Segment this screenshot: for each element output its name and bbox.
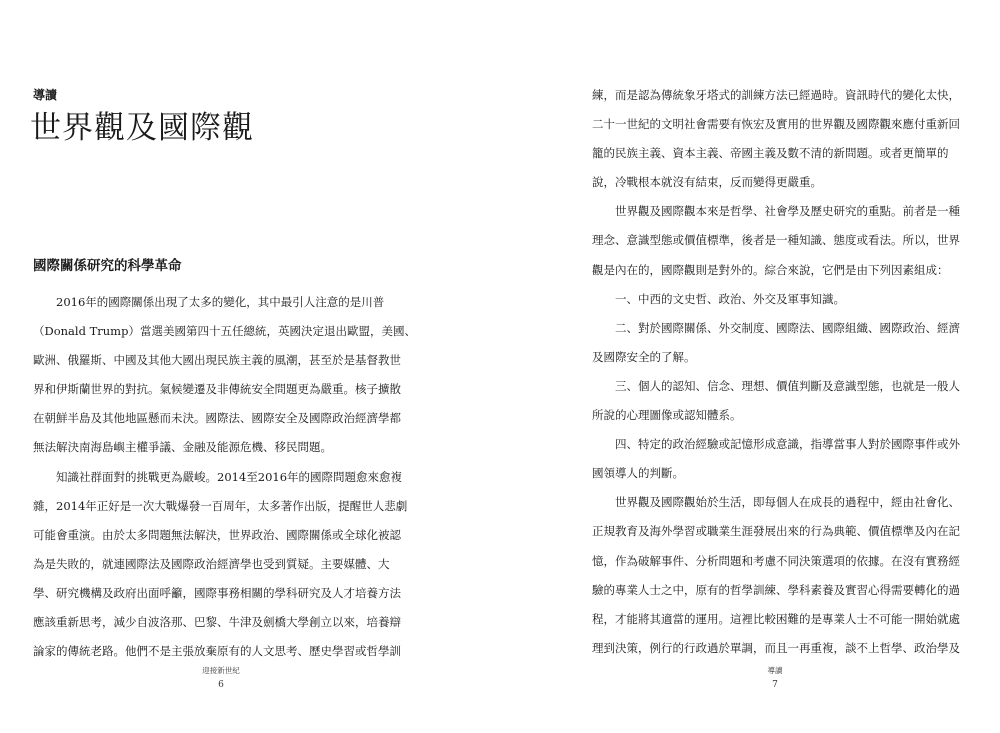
left-body-text [33,288,419,666]
text-line: 在朝鮮半島及其他地區懸而未決。國際法、國際安全及國際政治經濟學都 [33,411,401,426]
text-line: 界和伊斯蘭世界的對抗。氣候變遷及非傳統安全問題更為嚴重。核子擴散 [33,382,401,397]
page-number: 7 [772,680,778,690]
text-line: 理念、意識型態或價值標準，後者是一種知識、態度或看法。所以，世界 [592,233,960,248]
page-number: 6 [218,680,224,690]
text-line: 國領導人的判斷。 [592,466,684,481]
text-line: 驗的專業人士之中，原有的哲學訓練、學科素養及實習心得需要轉化的過 [592,582,960,597]
text-line: 及國際安全的了解。 [592,349,696,364]
running-footer: 迎接新世紀 [202,666,240,675]
text-line: 四、特定的政治經驗或記憶形成意識，指導當事人對於國際事件或外 [592,437,960,452]
chapter-title: 世界觀及國際觀 [30,110,254,146]
text-line: 2016年的國際關係出現了太多的變化，其中最引人注意的是川普 [33,295,385,309]
text-line: 應該重新思考，減少自波洛那、巴黎、牛津及劍橋大學創立以來，培養辯 [33,615,401,630]
text-line: 觀是內在的，國際觀則是對外的。綜合來說，它們是由下列因素組成： [592,262,949,277]
text-line: 說，冷戰根本就沒有結束，反而變得更嚴重。 [592,175,822,190]
text-line: 理到決策，例行的行政過於單調，而且一再重複，談不上哲學、政治學及 [592,640,960,655]
right-body-text [592,81,987,663]
text-line: 世界觀及國際觀本來是哲學、社會學及歷史研究的重點。前者是一種 [592,204,960,219]
text-line: 雜，2014年正好是一次大戰爆發一百周年，太多著作出版，提醒世人悲劇 [33,498,408,513]
text-line: 二、對於國際關係、外交制度、國際法、國際組織、國際政治、經濟 [592,320,960,335]
text-line: 正規教育及海外學習或職業生涯發展出來的行為典範、價值標準及內在記 [592,524,960,539]
text-line: 三、個人的認知、信念、理想、價值判斷及意識型態，也就是一般人 [592,378,960,393]
right-page [500,0,1000,733]
text-line: 練，而是認為傳統象牙塔式的訓練方法已經過時。資訊時代的變化太快， [592,88,960,102]
text-line: 世界觀及國際觀始於生活，即每個人在成長的過程中，經由社會化、 [592,495,960,510]
section-heading: 國際關係研究的科學革命 [33,258,182,274]
text-line: 程，才能將其適當的運用。這裡比較困難的是專業人士不可能一開始就處 [592,611,960,626]
chapter-kicker: 導讀 [33,88,58,102]
text-line: 無法解決南海島嶼主權爭議、金融及能源危機、移民問題。 [33,440,332,455]
text-line: 論家的傳統老路。他們不是主張放棄原有的人文思考、歷史學習或哲學訓 [33,644,401,659]
text-line: 二十一世紀的文明社會需要有恢宏及實用的世界觀及國際觀來應付重新回 [592,117,960,132]
text-line: 憶，作為破解事件、分析問題和考慮不同決策選項的依據。在沒有實務經 [592,553,960,568]
text-line: （Donald Trump）當選美國第四十五任總統，英國決定退出歐盟，美國、 [33,324,416,339]
text-line: 可能會重演。由於太多問題無法解決，世界政治、國際關係或全球化被認 [33,527,401,542]
text-line: 一、中西的文史哲、政治、外交及軍事知識。 [592,291,845,306]
text-line: 知識社群面對的挑戰更為嚴峻。2014至2016年的國際問題愈來愈複 [33,469,403,484]
text-line: 籠的民族主義、資本主義、帝國主義及數不清的新問題。或者更簡單的 [592,146,949,161]
text-line: 歐洲、俄羅斯、中國及其他大國出現民族主義的風潮，甚至於是基督教世 [33,353,401,368]
text-line: 學、研究機構及政府出面呼籲，國際事務相關的學科研究及人才培養方法 [33,585,401,600]
text-line: 所說的心理圖像或認知體系。 [592,408,742,423]
running-footer: 導讀 [767,666,783,675]
text-line: 為是失敗的，就連國際法及國際政治經濟學也受到質疑。主要媒體、大 [33,556,390,571]
